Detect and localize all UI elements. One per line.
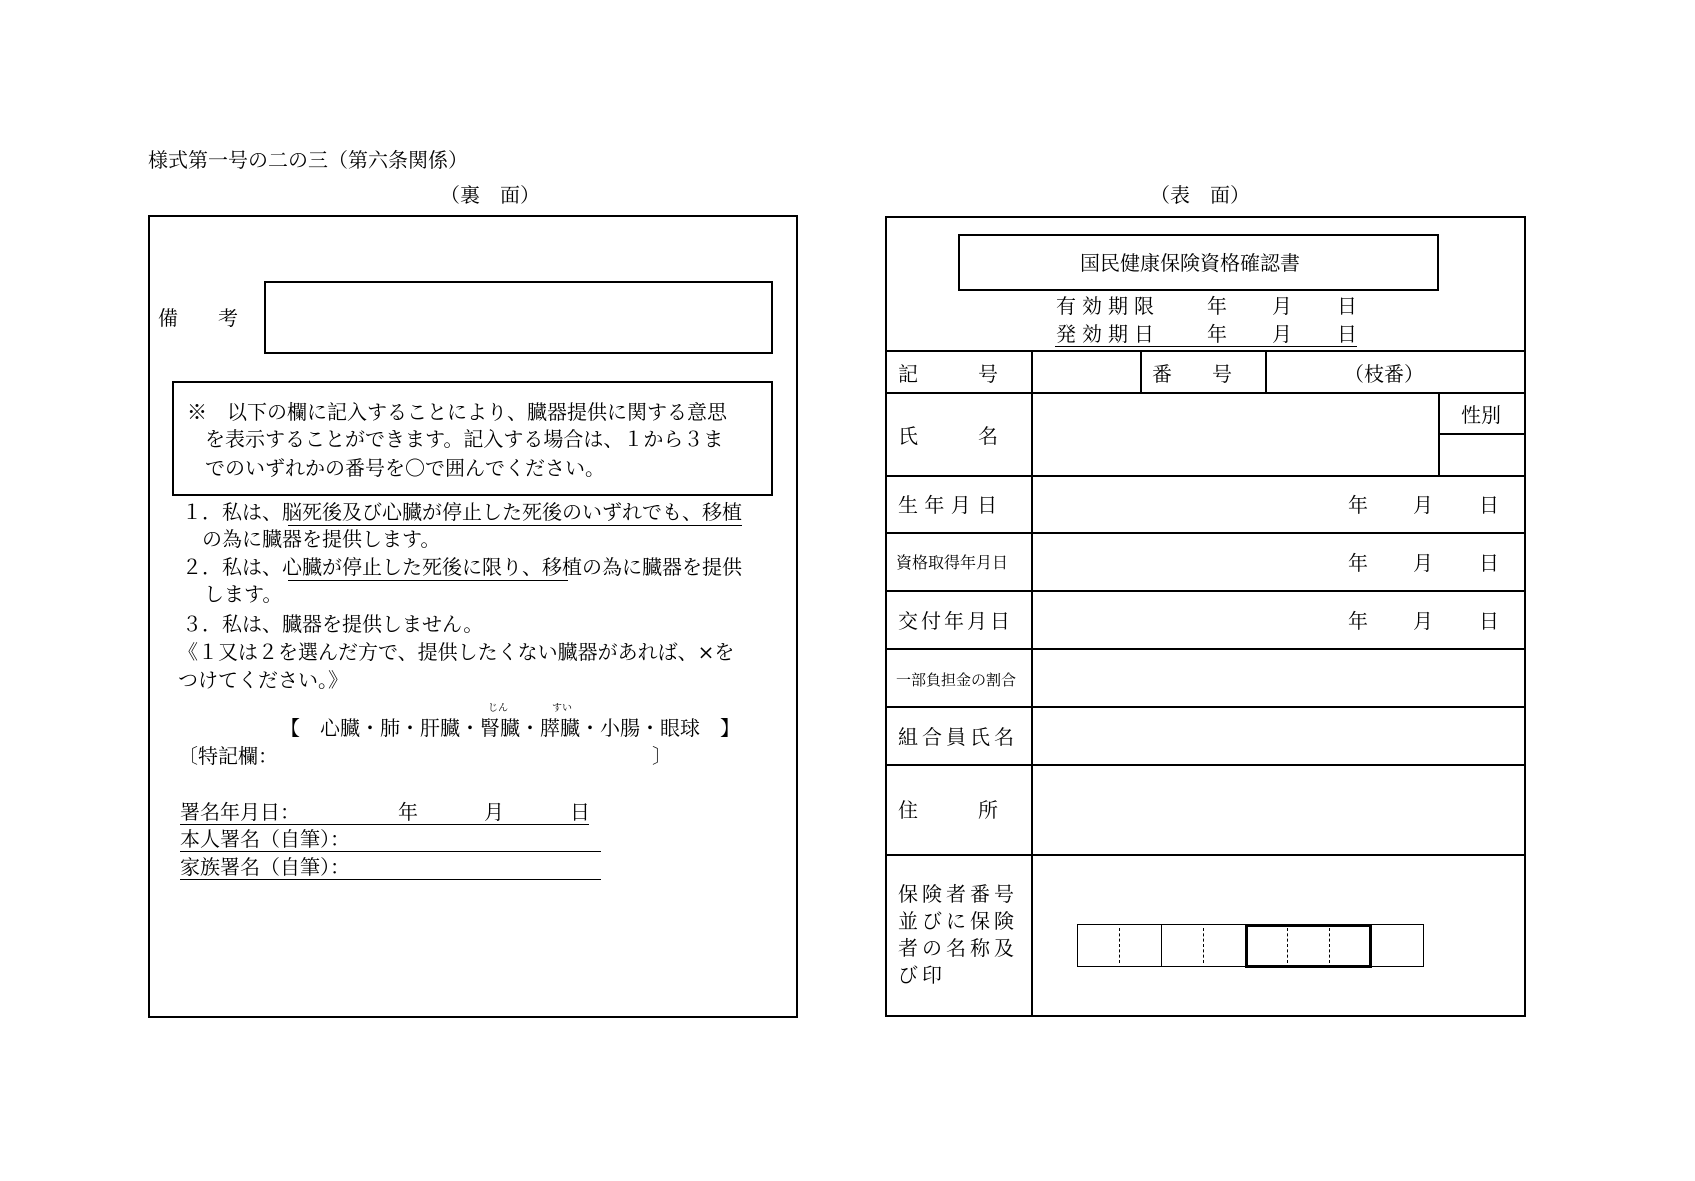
issued-year: 年 — [1348, 609, 1368, 633]
number-label: 番 号 — [1152, 362, 1232, 386]
qualification-month: 月 — [1413, 551, 1433, 575]
insurer-line-2: 並びに保険 — [898, 909, 1018, 933]
insurer-box-dash — [1287, 928, 1288, 963]
branch-column-line — [1265, 350, 1267, 392]
insurer-box-dash — [1329, 928, 1330, 963]
row-line — [885, 764, 1526, 766]
ruby-sui: すい — [552, 703, 572, 714]
form-title: 様式第一号の二の三（第六条関係） — [148, 148, 468, 172]
address-label: 住 所 — [898, 798, 998, 822]
sign-month: 月 — [484, 800, 504, 824]
card-title: 国民健康保険資格確認書 — [1080, 251, 1300, 275]
instruction-line-2: つけてください。》 — [178, 668, 348, 692]
notice-line-1: ※ 以下の欄に記入することにより、臓器提供に関する意思 — [187, 400, 727, 424]
insurer-box-divider — [1161, 924, 1162, 967]
option-2-line-1[interactable]: ２．私は、心臓が停止した死後に限り、移植の為に臓器を提供 — [182, 555, 742, 579]
option-2-underline — [288, 580, 568, 581]
copay-label: 一部負担金の割合 — [896, 671, 1017, 689]
option-2-line-2: します。 — [204, 582, 283, 606]
instruction-line-1: 《１又は２を選んだ方で、提供したくない臓器があれば、×を — [178, 640, 735, 664]
remarks-field[interactable] — [264, 281, 773, 354]
family-sign-line[interactable] — [180, 879, 601, 880]
member-name-label: 組合員氏名 — [898, 725, 1018, 749]
special-note-open: 〔特記欄： — [178, 744, 278, 768]
valid-until-day: 日 — [1337, 294, 1357, 318]
sign-day: 日 — [570, 800, 590, 824]
front-side-label: （表 面） — [1150, 183, 1250, 207]
insurer-box-dash — [1119, 928, 1120, 963]
sex-column-line — [1438, 392, 1440, 475]
number-column-line — [1140, 350, 1142, 392]
organ-list[interactable]: 【 心臓・肺・肝臓・腎臓・膵臓・小腸・眼球 】 — [280, 716, 740, 740]
symbol-label: 記 号 — [898, 362, 998, 386]
insurer-line-3: 者の名称及 — [898, 936, 1018, 960]
notice-line-2: を表示することができます。記入する場合は、１から３ま — [205, 427, 724, 451]
self-sign-line[interactable] — [180, 851, 601, 852]
insurer-line-1: 保険者番号 — [898, 882, 1018, 906]
option-3[interactable]: ３．私は、臓器を提供しません。 — [182, 612, 484, 636]
issue-date-year: 年 — [1207, 322, 1227, 346]
insurer-number-highlight — [1245, 924, 1372, 968]
issued-month: 月 — [1413, 609, 1433, 633]
row-line — [885, 854, 1526, 856]
qualification-date-label: 資格取得年月日 — [896, 553, 1009, 572]
issue-date-label: 発効期日 — [1056, 322, 1160, 346]
row-line — [885, 706, 1526, 708]
option-1-line-2: の為に臓器を提供します。 — [202, 527, 441, 551]
branch-label: （枝番） — [1344, 362, 1424, 386]
self-sign-label: 本人署名（自筆）： — [180, 827, 350, 851]
row-line — [885, 532, 1526, 534]
row-line — [885, 648, 1526, 650]
insurer-box-dash — [1203, 928, 1204, 963]
qualification-year: 年 — [1348, 551, 1368, 575]
birth-month: 月 — [1413, 493, 1433, 517]
special-note-close: 〕 — [652, 744, 672, 768]
birth-day: 日 — [1479, 493, 1499, 517]
birth-label: 生 年 月 日 — [898, 493, 998, 517]
sex-label: 性別 — [1461, 403, 1501, 427]
valid-until-label: 有効期限 — [1056, 294, 1160, 318]
family-sign-label: 家族署名（自筆）： — [180, 855, 350, 879]
remarks-label: 備 考 — [158, 306, 238, 330]
option-1-line-1[interactable]: １．私は、脳死後及び心臓が停止した死後のいずれでも、移植 — [182, 500, 742, 524]
qualification-day: 日 — [1479, 551, 1499, 575]
label-column-line — [1031, 350, 1033, 1017]
sex-divider — [1438, 433, 1526, 435]
issued-day: 日 — [1479, 609, 1499, 633]
back-side-label: （裏 面） — [440, 183, 540, 207]
sign-date-line — [180, 824, 589, 825]
sign-date-label: 署名年月日： — [180, 800, 300, 824]
issue-date-underline — [1055, 346, 1357, 347]
issued-date-label: 交付年月日 — [898, 609, 1013, 633]
row-line — [885, 475, 1526, 477]
issue-date-month: 月 — [1272, 322, 1292, 346]
sign-year: 年 — [398, 800, 418, 824]
issue-date-day: 日 — [1337, 322, 1357, 346]
row-line — [885, 590, 1526, 592]
insurer-line-4: び印 — [898, 963, 946, 987]
ruby-jin: じん — [488, 703, 508, 714]
valid-until-year: 年 — [1207, 294, 1227, 318]
valid-until-month: 月 — [1272, 294, 1292, 318]
notice-line-3: でのいずれかの番号を〇で囲んでください。 — [205, 456, 605, 480]
row-line — [885, 392, 1526, 394]
name-label: 氏 名 — [898, 424, 998, 448]
row-line — [885, 350, 1526, 352]
option-1-underline — [288, 525, 742, 526]
birth-year: 年 — [1348, 493, 1368, 517]
